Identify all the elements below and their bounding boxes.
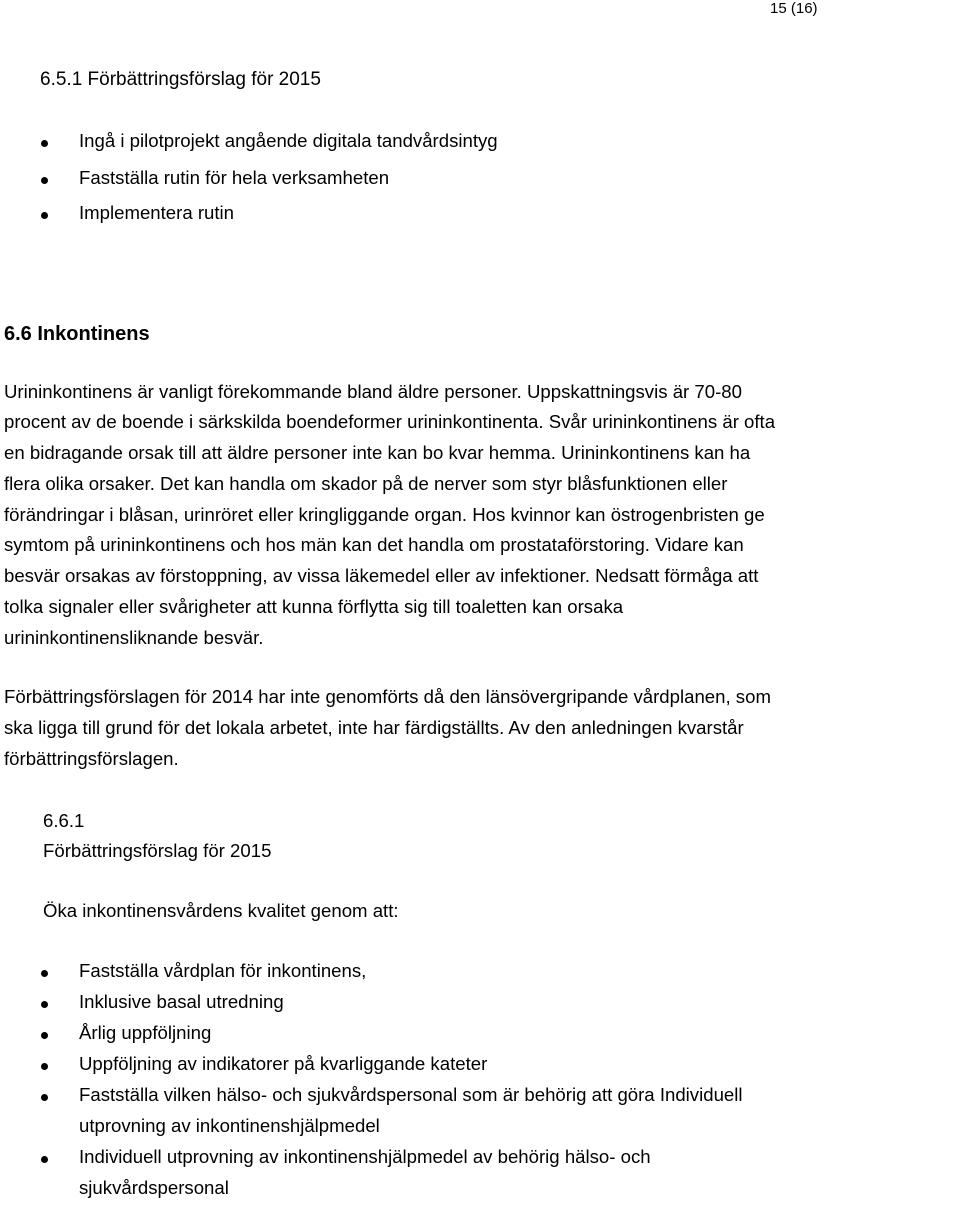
section-661-bullet-6-line-2: sjukvårdspersonal: [79, 1177, 229, 1198]
section-661-bullet-4: Uppföljning av indikatorer på kvarliggande kateter: [79, 1053, 488, 1074]
section-651-bullet-3: Implementera rutin: [79, 202, 235, 223]
section-651-bullet-1: Ingå i pilotprojekt angående digitala tandvårdsintyg: [79, 130, 498, 151]
paragraph-line: symtom på urininkontinens och hos män kan det handla om prostataförstoring. Vidare kan: [4, 534, 744, 555]
paragraph-line: urininkontinensliknande besvär.: [4, 627, 264, 648]
paragraph-line: procent av de boende i särkskilda boendeformer urininkontinenta. Svår urininkontinens är ofta: [4, 411, 776, 432]
bullet-icon: [41, 1094, 48, 1101]
bullet-icon: [41, 177, 48, 184]
paragraph-line: förändringar i blåsan, urinröret eller kringliggande organ. Hos kvinnor kan östrogenbristen ge: [4, 504, 765, 525]
bullet-icon: [41, 212, 48, 219]
paragraph-line: en bidragande orsak till att äldre personer inte kan bo kvar hemma. Urininkontinens kan ha: [4, 442, 751, 463]
page-number: 15 (16): [770, 0, 818, 17]
bullet-icon: [41, 1156, 48, 1163]
bullet-icon: [41, 140, 48, 147]
paragraph-line: besvär orsakas av förstoppning, av vissa läkemedel eller av infektioner. Nedsatt förmåga att: [4, 565, 759, 586]
paragraph-line: ska ligga till grund för det lokala arbetet, inte har färdigställts. Av den anledningen kvarstår: [4, 717, 744, 738]
section-661-bullet-6-line-1: Individuell utprovning av inkontinenshjälpmedel av behörig hälso- och: [79, 1146, 651, 1167]
section-661-intro: Öka inkontinensvårdens kvalitet genom att:: [43, 900, 399, 921]
bullet-icon: [41, 1063, 48, 1070]
section-661-bullet-3: Årlig uppföljning: [79, 1022, 212, 1043]
paragraph-line: tolka signaler eller svårigheter att kunna förflytta sig till toaletten kan orsaka: [4, 596, 624, 617]
bullet-icon: [41, 970, 48, 977]
section-661-number: 6.6.1: [43, 810, 85, 831]
section-661-bullet-5-line-1: Fastställa vilken hälso- och sjukvårdspersonal som är behörig att göra Individuell: [79, 1084, 743, 1105]
section-651-bullet-2: Fastställa rutin för hela verksamheten: [79, 167, 390, 188]
section-661-title: Förbättringsförslag för 2015: [43, 840, 272, 861]
section-661-bullet-1: Fastställa vårdplan för inkontinens,: [79, 960, 367, 981]
section-661-bullet-2: Inklusive basal utredning: [79, 991, 284, 1012]
paragraph-line: flera olika orsaker. Det kan handla om skador på de nerver som styr blåsfunktionen eller: [4, 473, 728, 494]
bullet-icon: [41, 1001, 48, 1008]
paragraph-line: Förbättringsförslagen för 2014 har inte genomförts då den länsövergripande vårdplanen, som: [4, 686, 771, 707]
paragraph-line: Urininkontinens är vanligt förekommande bland äldre personer. Uppskattningsvis är 70-80: [4, 381, 742, 402]
section-651-heading: 6.5.1 Förbättringsförslag för 2015: [40, 69, 321, 90]
bullet-icon: [41, 1032, 48, 1039]
section-661-bullet-5-line-2: utprovning av inkontinenshjälpmedel: [79, 1115, 380, 1136]
section-66-heading: 6.6 Inkontinens: [4, 323, 150, 345]
paragraph-line: förbättringsförslagen.: [4, 748, 179, 769]
